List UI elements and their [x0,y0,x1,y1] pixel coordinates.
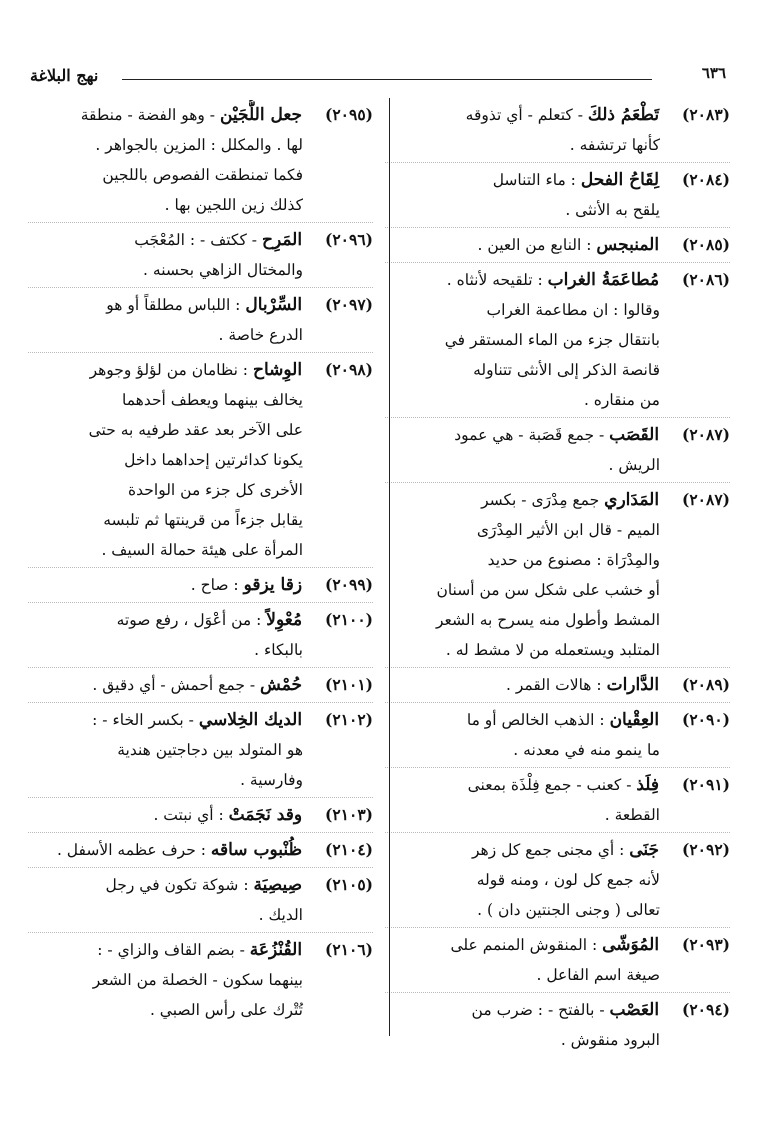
entry-continuation-line: وقالوا : ان مطاعمة الغراب [486,301,660,319]
glossary-entry [385,767,730,830]
entry-definition: - كعنب - جمع فِلْذَة بمعنى [467,776,632,794]
entry-number: (٢١٠٠) [325,610,373,629]
entry-term: لِقَاحُ الفحل [580,170,660,190]
entry-number: (٢٠٨٧) [682,490,730,509]
left-column [28,100,373,1025]
entry-headline [385,670,730,700]
entry-term: الدَّارات [606,675,660,695]
entry-headline [28,605,373,635]
glossary-entry [385,927,730,990]
glossary-entry [385,100,730,160]
entry-term: فِلَذ [636,775,660,795]
entry-number: (٢٠٨٥) [682,235,730,254]
entry-definition: : أي نبتت . [153,806,224,824]
entry-continuation-line: الدرع خاصة . [218,326,303,344]
entry-headline [385,165,730,195]
entry-term: جعل اللُّجَيْن [219,105,303,125]
entry-continuation-line: البرود منقوش . [560,1031,660,1049]
entry-definition: - بكسر الخاء - : [92,711,194,729]
entry-term: السِّرْبال [245,295,303,315]
entry-number: (٢٠٩٨) [325,360,373,379]
entry-number: (٢١٠٦) [325,940,373,959]
entry-continuation-line: تعالى ( وجنى الجنتين دان ) . [477,901,660,919]
entry-headline [28,870,373,900]
entry-term: وقد نَجَمَتْ [228,805,303,825]
entry-separator [385,667,730,668]
entry-separator [385,832,730,833]
entry-term: العِقْيان [609,710,660,730]
entry-number: (٢١٠١) [325,675,373,694]
entry-term: زقا يزقو [243,575,303,595]
entry-headline [28,835,373,865]
glossary-entry [28,567,373,600]
entry-continuation-line: أو خشب على شكل سن من أسنان [436,581,660,599]
glossary-entry [28,932,373,1025]
entry-separator [28,567,373,568]
entry-continuation-line: بانتقال جزء من الماء المستقر في [444,331,660,349]
entry-continuation-line: والمِدْرَاة : مصنوع من حديد [487,551,660,569]
glossary-entry [385,992,730,1055]
entry-separator [385,417,730,418]
column-divider [389,98,390,1036]
entry-definition: : هالات القمر . [505,676,602,694]
entry-headline [385,100,730,130]
glossary-entry [28,287,373,350]
entry-term: المنبجس [596,235,660,255]
entry-definition: : اللباس مطلقاً أو هو [106,296,241,314]
entry-number: (٢١٠٣) [325,805,373,824]
entry-headline [385,705,730,735]
entry-headline [385,420,730,450]
entry-number: (٢٠٩٩) [325,575,373,594]
entry-number: (٢٠٨٧) [682,425,730,444]
entry-number: (٢١٠٢) [325,710,373,729]
entry-number: (٢٠٩١) [682,775,730,794]
entry-headline [28,935,373,965]
entry-separator [28,667,373,668]
entry-separator [28,832,373,833]
entry-definition: جمع مِدْرَى - بكسر [481,491,600,509]
glossary-entry [385,227,730,260]
running-title: نهج البلاغة [30,66,99,85]
entry-number: (٢٠٨٣) [682,105,730,124]
entry-continuation-line: الميم - قال ابن الأثير المِدْرَى [476,521,660,539]
glossary-entry [385,832,730,925]
entry-definition: : تلقيحه لأنثاه . [446,271,543,289]
entry-number: (٢٠٨٦) [682,270,730,289]
entry-term: المُوَشّى [602,935,660,955]
entry-headline [385,265,730,295]
entry-number: (٢٠٩٦) [325,230,373,249]
entry-definition: : صاح . [190,576,239,594]
entry-headline [385,770,730,800]
glossary-entry [28,100,373,220]
entry-headline [28,670,373,700]
entry-separator [28,602,373,603]
entry-term: ظُنْبوب ساقه [210,840,303,860]
entry-separator [385,927,730,928]
entry-number: (٢٠٩٧) [325,295,373,314]
entry-continuation-line: كأنها ترتشفه . [569,136,660,154]
entry-headline [385,485,730,515]
entry-term: المَدَاري [604,490,660,510]
glossary-entry [385,482,730,665]
entry-term: القُنْزُعَة [249,940,303,960]
entry-definition: : النابع من العين . [477,236,592,254]
entry-term: مُعْوِلاً [266,610,303,630]
entry-continuation-line: يخالف بينهما ويعطف أحدهما [121,391,303,409]
entry-continuation-line: فكما تمنطقت الفصوص باللجين [102,166,303,184]
entry-continuation-line: على الآخر بعد عقد طرفيه به حتى [88,421,303,439]
entry-definition: : الذهب الخالص أو ما [466,711,605,729]
glossary-entry [28,867,373,930]
glossary-entry [385,702,730,765]
entry-separator [28,222,373,223]
glossary-entry [385,667,730,700]
entry-number: (٢٠٨٤) [682,170,730,189]
entry-term: القَصَب [609,425,660,445]
glossary-entry [28,832,373,865]
entry-continuation-line: صيغة اسم الفاعل . [536,966,660,984]
entry-separator [385,262,730,263]
entry-continuation-line: الديك . [258,906,303,924]
entry-term: الديك الخِلاسي [198,710,303,730]
glossary-entry [385,262,730,415]
entry-term: حُمْش [260,675,303,695]
entry-term: تَطْعَمُ ذلكَ [587,105,660,125]
entry-definition: : أي مجنى جمع كل زهر [471,841,625,859]
entry-definition: : ماء التناسل [492,171,576,189]
entry-definition: : المنقوش المنمم على [450,936,598,954]
entry-continuation-line: كذلك زين اللجين بها . [164,196,303,214]
entry-separator [28,352,373,353]
entry-separator [28,702,373,703]
entry-number: (٢١٠٤) [325,840,373,859]
entry-continuation-line: يكونا كدائرتين إحداهما داخل [124,451,303,469]
entry-definition: - ككتف - : المُعْجَب [134,231,258,249]
entry-separator [28,797,373,798]
right-column [385,100,730,1055]
entry-headline [385,995,730,1025]
entry-number: (٢٠٩٤) [682,1000,730,1019]
entry-definition: - وهو الفضة - منطقة [80,106,216,124]
entry-headline [28,800,373,830]
entry-separator [28,932,373,933]
entry-continuation-line: المرأة على هيئة حمالة السيف . [101,541,303,559]
entry-separator [28,287,373,288]
entry-continuation-line: تُتْرك على رأس الصبي . [149,1001,303,1019]
entry-definition: - كتعلم - أي تذوقه [465,106,583,124]
entry-continuation-line: ما ينمو منه في معدنه . [513,741,660,759]
entry-definition: : من أعْوَل ، رفع صوته [116,611,262,629]
entry-headline [28,705,373,735]
entry-term: صِيصِيَة [253,875,303,895]
entry-separator [385,702,730,703]
glossary-entry [28,667,373,700]
entry-continuation-line: قانصة الذكر إلى الأنثى تتناوله [473,361,660,379]
glossary-entry [28,797,373,830]
entry-continuation-line: المتلبد ويستعمله من لا مشط له . [445,641,660,659]
entry-headline [385,230,730,260]
entry-separator [385,482,730,483]
entry-continuation-line: لها . والمكلل : المزين بالجواهر . [95,136,303,154]
entry-separator [28,867,373,868]
entry-headline [28,570,373,600]
entry-continuation-line: يلقح به الأنثى . [565,201,660,219]
entry-continuation-line: القطعة . [604,806,660,824]
entry-continuation-line: لأنه جمع كل لون ، ومنه قوله [476,871,660,889]
entry-continuation-line: الأخرى كل جزء من الواحدة [128,481,303,499]
entry-continuation-line: هو المتولد بين دجاجتين هندية [117,741,303,759]
entry-definition: : نظامان من لؤلؤ وجوهر [89,361,249,379]
entry-headline [385,835,730,865]
glossary-entry [28,222,373,285]
entry-definition: - بضم القاف والزاي - : [97,941,245,959]
entry-continuation-line: بالبكاء . [254,641,303,659]
entry-number: (٢١٠٥) [325,875,373,894]
entry-continuation-line: المشط وأطول منه يسرح به الشعر [435,611,660,629]
entry-continuation-line: من منقاره . [583,391,660,409]
entry-continuation-line: يقابل جزءاً من قرينتها ثم تلبسه [103,511,303,529]
entry-headline [385,930,730,960]
entry-separator [385,992,730,993]
entry-separator [385,162,730,163]
header-rule [122,79,652,80]
glossary-entry [28,602,373,665]
entry-definition: - جمع أحمش - أي دقيق . [92,676,256,694]
entry-definition: : شوكة تكون في رجل [105,876,249,894]
glossary-entry [385,417,730,480]
entry-term: جَنَى [629,840,660,860]
entry-term: مُطاعَمَةُ الغراب [547,270,660,290]
glossary-entry [28,352,373,565]
entry-headline [28,355,373,385]
entry-number: (٢٠٩٠) [682,710,730,729]
glossary-entry [385,162,730,225]
glossary-entry [28,702,373,795]
entry-definition: - بالفتح - : ضرب من [471,1001,605,1019]
page-number: ٦٣٦ [701,64,726,82]
entry-number: (٢٠٨٩) [682,675,730,694]
entry-headline [28,100,373,130]
entry-number: (٢٠٩٥) [325,105,373,124]
entry-number: (٢٠٩٢) [682,840,730,859]
entry-number: (٢٠٩٣) [682,935,730,954]
entry-headline [28,290,373,320]
entry-continuation-line: الريش . [608,456,660,474]
entry-definition: - جمع قَصَبة - هي عمود [454,426,605,444]
entry-separator [385,767,730,768]
entry-separator [385,227,730,228]
entry-term: الوِشاح [252,360,303,380]
entry-continuation-line: بينهما سكون - الخصلة من الشعر [92,971,303,989]
entry-continuation-line: والمختال الزاهي بحسنه . [143,261,303,279]
entry-term: العَصْب [609,1000,660,1020]
entry-term: المَرِح [261,230,303,250]
entry-continuation-line: وفارسية . [240,771,303,789]
entry-definition: : حرف عظمه الأسفل . [56,841,206,859]
entry-headline [28,225,373,255]
